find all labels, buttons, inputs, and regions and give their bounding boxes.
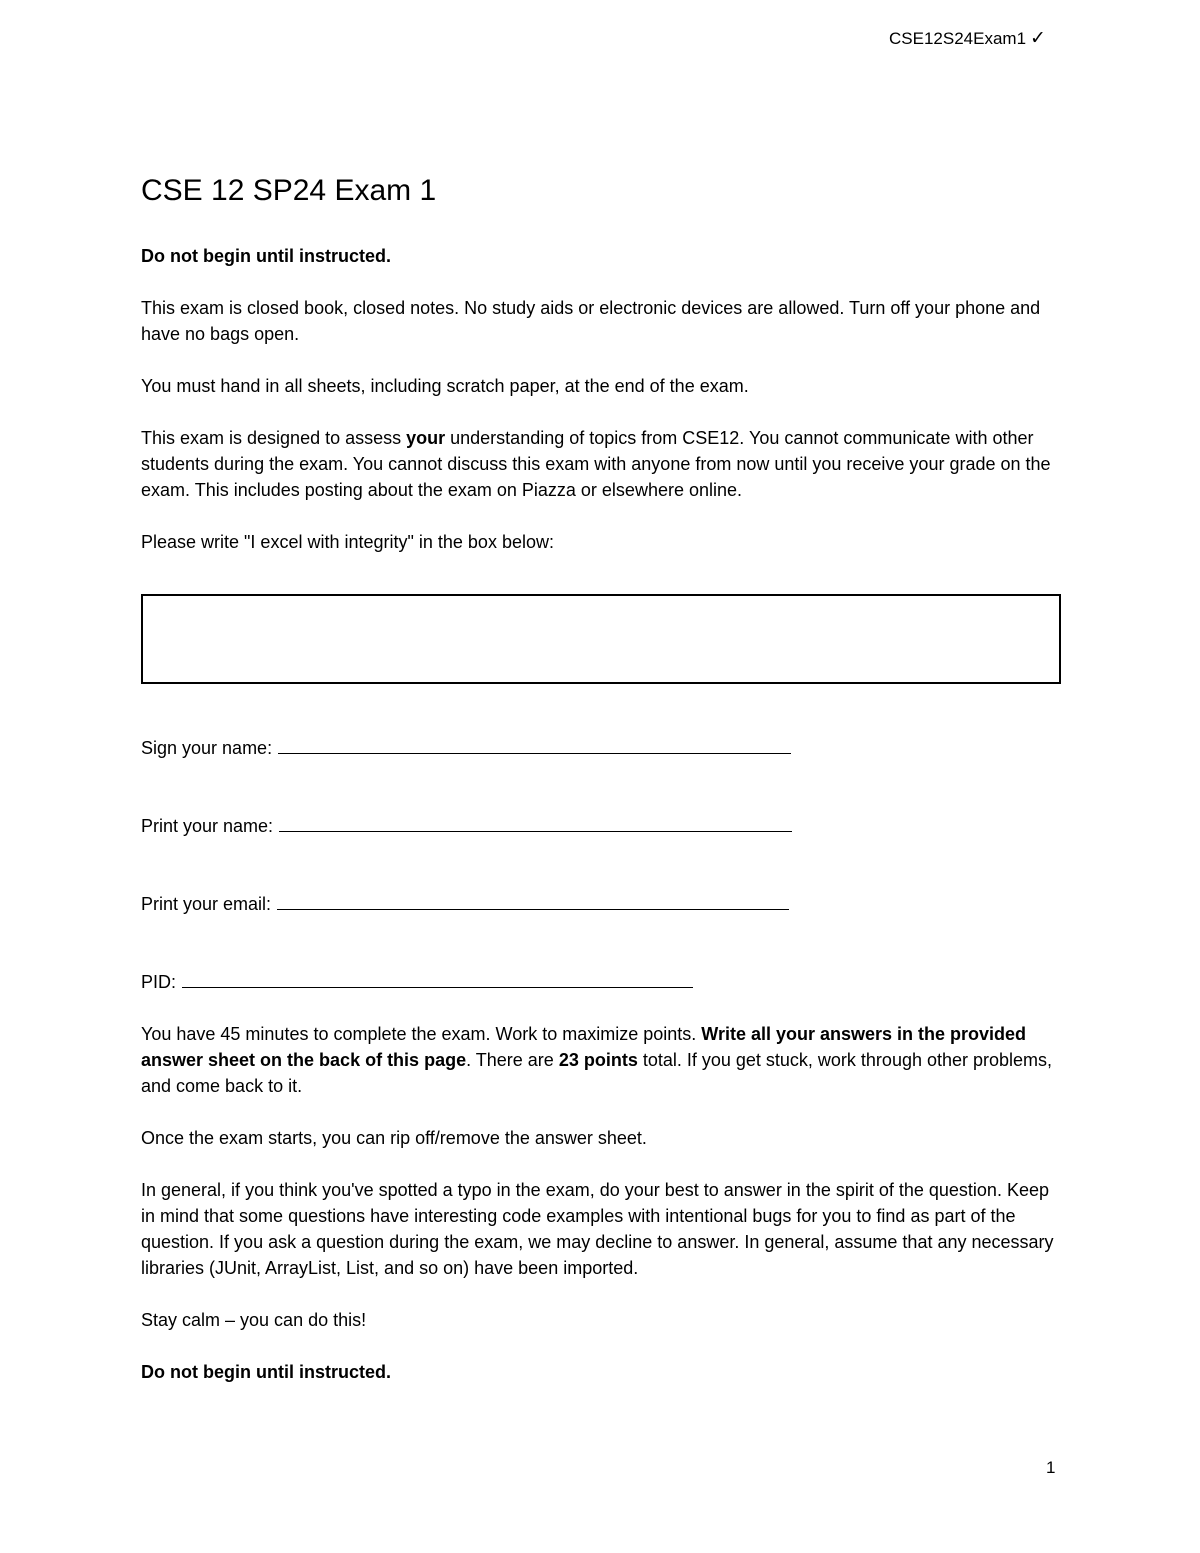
hand-in-paragraph: You must hand in all sheets, including scratch paper, at the end of the exam.: [141, 376, 749, 396]
print-name-label: Print your name:: [141, 816, 274, 836]
checkmark-icon: ✓: [1030, 27, 1046, 49]
answer-sheet-paragraph: Once the exam starts, you can rip off/remove the answer sheet.: [141, 1128, 647, 1148]
sign-name-label: Sign your name:: [141, 738, 273, 758]
pid-field: [141, 969, 1061, 995]
sign-name-field: [141, 735, 1061, 761]
print-name-field: [141, 813, 1061, 839]
answer-sheet-bold: Write all your answers in the provided answer sheet on the back of this page: [141, 1024, 1027, 1070]
page-number: 1: [1046, 1458, 1056, 1477]
time-text-1: You have 45 minutes to complete the exam. Work to maximize points.: [141, 1024, 702, 1044]
integrity-text-after: understanding of topics from CSE12. You cannot communicate with other students during the exam. You cannot discuss this exam with anyone from now until you receive your grade on the exam. This includes posting about the exam on Piazza or elsewhere online.: [141, 428, 1051, 500]
email-field: [141, 891, 1061, 917]
integrity-text-before: This exam is designed to assess: [141, 428, 407, 448]
integrity-text-bold: your: [406, 428, 446, 448]
points-bold: 23 points: [558, 1050, 638, 1070]
stay-calm-paragraph: Stay calm – you can do this!: [141, 1310, 367, 1330]
sign-name-blank[interactable]: [278, 735, 791, 754]
exam-id-text: CSE12S24Exam1: [889, 29, 1027, 48]
integrity-answer-box[interactable]: [141, 594, 1061, 684]
pid-blank[interactable]: [182, 969, 693, 988]
email-label: Print your email:: [141, 894, 272, 914]
print-name-blank[interactable]: [279, 813, 792, 832]
integrity-instruction: Please write "I excel with integrity" in the box below:: [141, 532, 554, 552]
exam-id-header: [889, 27, 1046, 49]
email-blank[interactable]: [277, 891, 789, 910]
warning-bottom: Do not begin until instructed.: [141, 1362, 391, 1382]
typo-paragraph: In general, if you think you've spotted a typo in the exam, do your best to answer in the spirit of the question. Keep in mind that some questions have interesting code examples with intentional bugs for you to find as part of the question. If you ask a question during the exam, we may decline to answer. In general, assume that any necessary libraries (JUnit, ArrayList, List, and so on) have been imported.: [141, 1180, 1054, 1278]
time-text-3: total. If you get stuck, work through other problems, and come back to it.: [141, 1050, 1053, 1096]
page-title: CSE 12 SP24 Exam 1: [141, 174, 437, 207]
time-instructions-paragraph: [141, 1021, 1061, 1099]
exam-cover-content: [141, 172, 1061, 1411]
warning-top: Do not begin until instructed.: [141, 246, 391, 266]
pid-label: PID:: [141, 972, 177, 992]
time-text-2: . There are: [466, 1050, 559, 1070]
closed-book-paragraph: This exam is closed book, closed notes. No study aids or electronic devices are allowed. Turn off your phone and have no bags open.: [141, 298, 1041, 344]
integrity-paragraph: [141, 425, 1061, 503]
